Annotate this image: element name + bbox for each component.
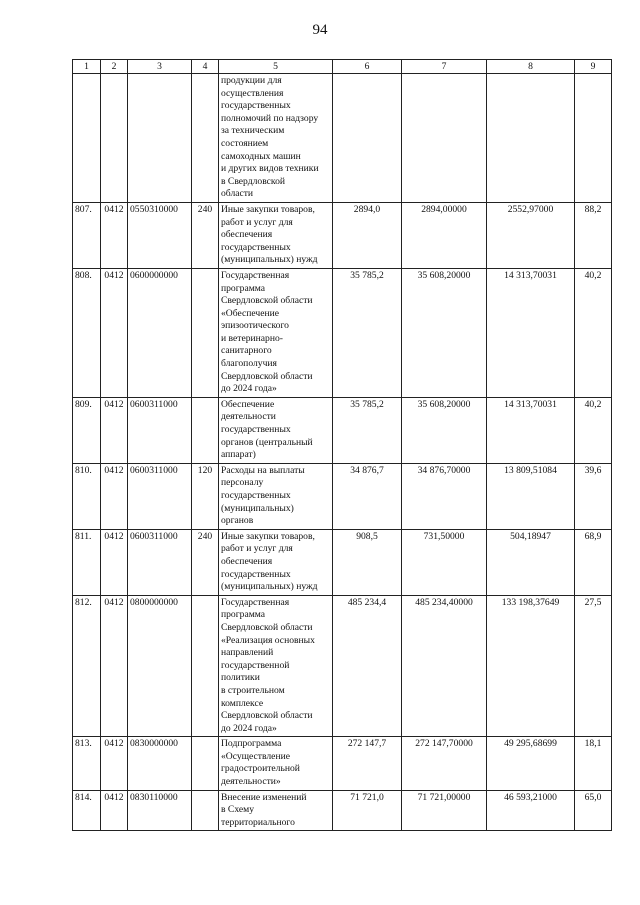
item-name-line: Свердловской области [221, 295, 313, 307]
planned-amount: 2894,0 [333, 202, 402, 268]
column-header-3: 3 [128, 60, 192, 74]
approved-amount: 272 147,70000 [402, 737, 487, 790]
item-name-line: направлений [221, 647, 274, 659]
row-number: 812. [73, 595, 101, 737]
execution-percent [575, 74, 612, 203]
table-row [73, 74, 612, 203]
section-code: 0412 [101, 790, 128, 831]
approved-amount: 71 721,00000 [402, 790, 487, 831]
item-name-line: территориального [221, 816, 295, 828]
expense-type-code [192, 595, 219, 737]
item-name-line: состоянием [221, 137, 269, 149]
item-name-line: работ и услуг для [221, 216, 293, 228]
item-name-line: и других видов техники [221, 163, 319, 175]
item-name-line: государственных [221, 241, 291, 253]
item-name [219, 74, 333, 203]
section-code: 0412 [101, 529, 128, 595]
row-number [73, 74, 101, 203]
item-name-line: и ветеринарно- [221, 332, 283, 344]
item-name-line: государственных [221, 424, 291, 436]
table-row [73, 790, 612, 831]
item-name-line: в Схему [221, 804, 255, 816]
row-number: 813. [73, 737, 101, 790]
item-name-line: Расходы на выплаты [221, 464, 305, 476]
planned-amount: 34 876,7 [333, 463, 402, 529]
table-row [73, 595, 612, 737]
table-row [73, 397, 612, 463]
target-article-code: 0800000000 [128, 595, 192, 737]
target-article-code: 0830000000 [128, 737, 192, 790]
column-header-5: 5 [219, 60, 333, 74]
execution-percent: 68,9 [575, 529, 612, 595]
item-name-line: обеспечения [221, 229, 273, 241]
item-name-line: персоналу [221, 477, 264, 489]
column-header-7: 7 [402, 60, 487, 74]
row-number: 807. [73, 202, 101, 268]
item-name [219, 202, 333, 268]
table-row [73, 529, 612, 595]
planned-amount: 35 785,2 [333, 397, 402, 463]
execution-percent: 40,2 [575, 397, 612, 463]
item-name-line: (муниципальных) нужд [221, 581, 318, 593]
item-name-line: самоходных машин [221, 150, 301, 162]
column-header-1: 1 [73, 60, 101, 74]
expense-type-code [192, 737, 219, 790]
executed-amount [487, 74, 575, 203]
item-name [219, 268, 333, 397]
page-number: 94 [312, 22, 328, 38]
column-header-8: 8 [487, 60, 575, 74]
expense-type-code [192, 397, 219, 463]
approved-amount: 35 608,20000 [402, 268, 487, 397]
item-name [219, 397, 333, 463]
item-name-line: Подпрограмма [221, 738, 282, 750]
item-name-line: до 2024 года» [221, 722, 277, 734]
row-number: 808. [73, 268, 101, 397]
item-name-line: политики [221, 672, 260, 684]
item-name-line: Свердловской области [221, 370, 313, 382]
item-name-line: работ и услуг для [221, 543, 293, 555]
target-article-code: 0600311000 [128, 397, 192, 463]
item-name [219, 790, 333, 831]
expense-type-code: 120 [192, 463, 219, 529]
approved-amount [402, 74, 487, 203]
table-row [73, 202, 612, 268]
item-name-line: Свердловской области [221, 621, 313, 633]
execution-percent: 39,6 [575, 463, 612, 529]
executed-amount: 14 313,70031 [487, 268, 575, 397]
item-name-line: государственных [221, 100, 291, 112]
item-name-line: эпизоотического [221, 320, 289, 332]
table-row [73, 268, 612, 397]
item-name-line: государственной [221, 659, 290, 671]
item-name-line: государственных [221, 568, 291, 580]
executed-amount: 504,18947 [487, 529, 575, 595]
item-name-line: полномочий по надзору [221, 112, 319, 124]
execution-percent: 18,1 [575, 737, 612, 790]
target-article-code: 0600000000 [128, 268, 192, 397]
row-number: 811. [73, 529, 101, 595]
executed-amount: 46 593,21000 [487, 790, 575, 831]
execution-percent: 88,2 [575, 202, 612, 268]
item-name-line: Иные закупки товаров, [221, 203, 315, 215]
item-name-line: комплексе [221, 697, 264, 709]
item-name-line: (муниципальных) нужд [221, 254, 318, 266]
target-article-code: 0550310000 [128, 202, 192, 268]
section-code: 0412 [101, 595, 128, 737]
expense-type-code [192, 268, 219, 397]
item-name-line: Свердловской области [221, 710, 313, 722]
item-name-line: Государственная [221, 269, 290, 281]
executed-amount: 49 295,68699 [487, 737, 575, 790]
expense-type-code: 240 [192, 202, 219, 268]
item-name-line: благополучия [221, 358, 277, 370]
item-name-line: санитарного [221, 345, 272, 357]
item-name-line: области [221, 188, 254, 200]
item-name-line: органов [221, 515, 254, 527]
approved-amount: 35 608,20000 [402, 397, 487, 463]
item-name-line: государственных [221, 490, 291, 501]
item-name [219, 463, 333, 529]
row-number: 814. [73, 790, 101, 831]
item-name-line: в Свердловской [221, 175, 286, 187]
expense-type-code [192, 74, 219, 203]
executed-amount: 14 313,70031 [487, 397, 575, 463]
table-row [73, 463, 612, 529]
item-name-line: Иные закупки товаров, [221, 530, 315, 542]
column-header-2: 2 [101, 60, 128, 74]
approved-amount: 34 876,70000 [402, 463, 487, 529]
planned-amount [333, 74, 402, 203]
item-name-line: «Осуществление [221, 750, 290, 762]
expense-type-code [192, 790, 219, 831]
section-code [101, 74, 128, 203]
section-code: 0412 [101, 268, 128, 397]
planned-amount: 908,5 [333, 529, 402, 595]
column-header-4: 4 [192, 60, 219, 74]
row-number: 809. [73, 397, 101, 463]
target-article-code: 0830110000 [128, 790, 192, 831]
table-body [73, 74, 612, 831]
executed-amount: 13 809,51084 [487, 463, 575, 529]
item-name-line: продукции для [221, 75, 282, 86]
planned-amount: 71 721,0 [333, 790, 402, 831]
section-code: 0412 [101, 202, 128, 268]
execution-percent: 40,2 [575, 268, 612, 397]
item-name [219, 529, 333, 595]
planned-amount: 272 147,7 [333, 737, 402, 790]
item-name-line: Внесение изменений [221, 791, 307, 803]
item-name-line: (муниципальных) [221, 502, 294, 514]
column-number-header [73, 60, 612, 74]
planned-amount: 485 234,4 [333, 595, 402, 737]
item-name-line: градостроительной [221, 763, 300, 775]
execution-percent: 27,5 [575, 595, 612, 737]
item-name [219, 595, 333, 737]
executed-amount: 133 198,37649 [487, 595, 575, 737]
section-code: 0412 [101, 397, 128, 463]
approved-amount: 485 234,40000 [402, 595, 487, 737]
planned-amount: 35 785,2 [333, 268, 402, 397]
item-name-line: аппарат) [221, 449, 256, 461]
approved-amount: 731,50000 [402, 529, 487, 595]
item-name-line: осуществления [221, 87, 284, 99]
item-name-line: программа [221, 609, 266, 621]
item-name-line: деятельности» [221, 776, 281, 788]
row-number: 810. [73, 463, 101, 529]
item-name-line: деятельности [221, 411, 276, 423]
executed-amount: 2552,97000 [487, 202, 575, 268]
execution-percent: 65,0 [575, 790, 612, 831]
approved-amount: 2894,00000 [402, 202, 487, 268]
column-header-6: 6 [333, 60, 402, 74]
target-article-code: 0600311000 [128, 529, 192, 595]
section-code: 0412 [101, 463, 128, 529]
item-name-line: в строительном [221, 684, 285, 696]
item-name-line: обеспечения [221, 555, 273, 567]
column-header-9: 9 [575, 60, 612, 74]
target-article-code: 0600311000 [128, 463, 192, 529]
item-name-line: за техническим [221, 125, 285, 137]
item-name-line: «Реализация основных [221, 634, 315, 646]
expense-type-code: 240 [192, 529, 219, 595]
item-name-line: Государственная [221, 596, 290, 608]
item-name-line: Обеспечение [221, 398, 275, 410]
item-name-line: органов (центральный [221, 436, 313, 448]
item-name-line: до 2024 года» [221, 383, 277, 395]
section-code: 0412 [101, 737, 128, 790]
item-name [219, 737, 333, 790]
table-row [73, 737, 612, 790]
item-name-line: «Обеспечение [221, 307, 279, 319]
budget-table [72, 59, 612, 831]
item-name-line: программа [221, 282, 266, 294]
target-article-code [128, 74, 192, 203]
